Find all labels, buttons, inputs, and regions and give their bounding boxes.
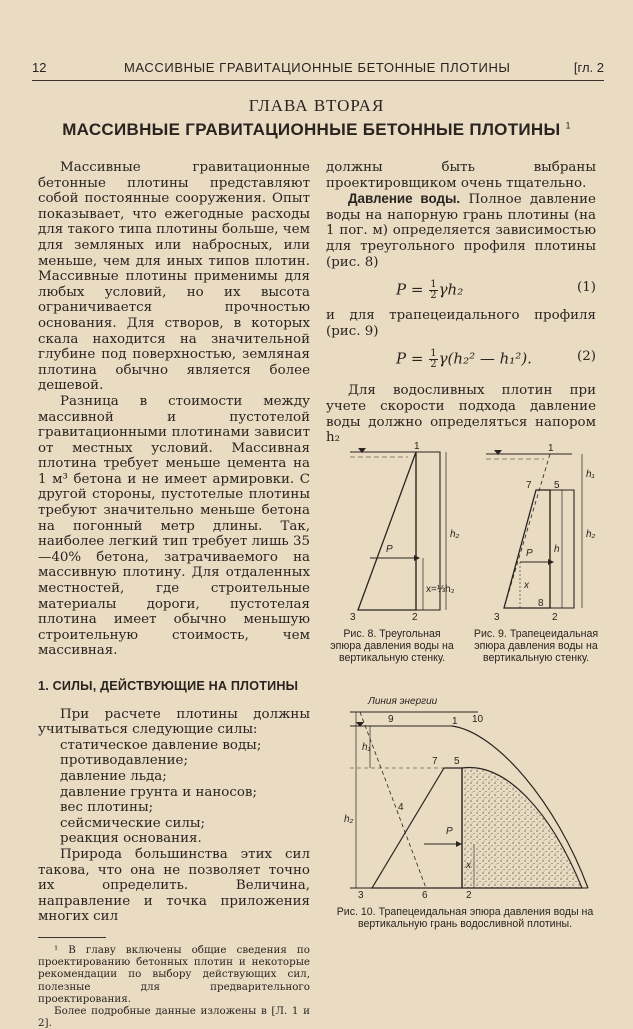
forces-list — [60, 738, 310, 847]
figure-9-caption: Рис. 9. Трапецеидальная эпюра давления воды на вертикальную стенку. — [473, 628, 599, 664]
denominator: 2 — [430, 359, 437, 371]
fraction — [429, 280, 437, 301]
formula-rhs: γ(h₂² — h₁²). — [438, 349, 532, 368]
list-item: давление грунта и наносов; — [60, 784, 257, 800]
running-header — [32, 58, 604, 81]
point-3: 3 — [350, 612, 356, 622]
label-h: h — [554, 544, 560, 555]
page-number: 12 — [32, 60, 47, 75]
chapter-title — [0, 120, 633, 140]
point-2: 2 — [466, 890, 472, 900]
chapter-reference: [гл. 2 — [573, 60, 604, 75]
equation-number: (1) — [577, 280, 596, 296]
figure-8-diagram — [328, 442, 468, 622]
label-x-eq: x=⅓h₂ — [426, 584, 455, 595]
section-heading: 1. СИЛЫ, ДЕЙСТВУЮЩИЕ НА ПЛОТИНЫ — [38, 679, 299, 693]
footnote-rule — [38, 937, 106, 938]
energy-line-label: Линия энергии — [368, 696, 438, 707]
denominator: 2 — [430, 290, 437, 302]
left-column — [38, 160, 310, 1029]
label-h2: h₂ — [586, 529, 596, 540]
arrow-head — [456, 841, 462, 847]
point-9: 9 — [388, 714, 394, 725]
arrow-head — [414, 555, 420, 561]
numerator: 1 — [430, 279, 437, 291]
chapter-title-text: МАССИВНЫЕ ГРАВИТАЦИОННЫЕ БЕТОННЫЕ ПЛОТИНЫ — [62, 120, 561, 139]
point-1: 1 — [452, 716, 458, 727]
paragraph: Массивные гравитационные бетонные плотины представляют собой постоянные сооружения. Опыт показывает, что ежегодные расходы для такого типа плотины больше, чем для земляных или набросных, или меньше, чем для иных типов плотин. Массивные плотины применимы для любых условий, но их высота ограничивается прочностью основания. Для створов, в которых скала находится на значительной глубине под поверхностью, земляная плотина обычно является более дешевой. — [38, 160, 310, 394]
fraction — [429, 349, 437, 370]
point-8: 8 — [538, 598, 544, 609]
point-2: 2 — [552, 612, 558, 622]
point-4: 4 — [398, 802, 404, 813]
label-h1: h₁ — [362, 742, 371, 753]
run-in-heading: Давление воды. — [348, 191, 461, 207]
point-5: 5 — [454, 756, 460, 767]
list-item: статическое давление воды; — [60, 737, 262, 753]
paragraph: При расчете плотины должны учитываться следующие силы: — [38, 706, 310, 738]
formula-lhs: P = — [396, 280, 424, 299]
list-item: давление льда; — [60, 768, 167, 784]
point-7: 7 — [526, 480, 532, 491]
pressure-triangle — [358, 452, 416, 610]
point-3: 3 — [358, 890, 364, 900]
list-item: вес плотины; — [60, 800, 154, 816]
formula-2 — [326, 341, 596, 375]
paragraph: Разница в стоимости между массивной и пустотелой гравитационными плотинами зависит от местных условий. Массивная плотина требует меньше цемента на 1 м³ бетона и не имеет армировки. С другой стороны, пустотелые плотины требуют значительно меньше бетона на погонный метр длины. Так, наиболее легкий тип требует лишь 35—40% бетона, затрачиваемого на массивную плотину. Для отдаленных местностей, где строительные материалы дороги, пустотелая плотина имеет обычно меньшую строительную стоимость, чем массивная. — [38, 393, 310, 659]
list-item: реакция основания. — [60, 831, 202, 847]
point-1: 1 — [548, 443, 554, 454]
label-P: P — [446, 826, 453, 837]
formula-lhs: P = — [396, 349, 424, 368]
point-1: 1 — [414, 442, 420, 452]
label-h2: h₂ — [450, 529, 460, 540]
list-item: сейсмические силы; — [60, 815, 206, 831]
numerator: 1 — [430, 348, 437, 360]
running-title: МАССИВНЫЕ ГРАВИТАЦИОННЫЕ БЕТОННЫЕ ПЛОТИНЫ — [124, 60, 511, 75]
footnote: Более подробные данные изложены в [Л. 1 и 2]. — [38, 1004, 310, 1029]
point-3: 3 — [494, 612, 500, 622]
label-h1: h₁ — [586, 469, 595, 480]
point-7: 7 — [432, 756, 438, 767]
point-5: 5 — [554, 480, 560, 491]
chapter-label: ГЛАВА ВТОРАЯ — [248, 96, 385, 115]
paragraph: Для водосливных плотин при учете скорости подхода давление воды должно определяться напором h₂ — [326, 383, 596, 446]
formula-rhs: γh₂ — [438, 280, 464, 299]
label-P: P — [526, 548, 533, 559]
point-10: 10 — [472, 714, 484, 725]
label-x: x — [524, 580, 529, 591]
label-P: P — [386, 544, 393, 555]
figure-10-diagram — [326, 692, 598, 900]
arrow-head — [548, 559, 554, 565]
paragraph: Природа большинства этих сил такова, что она не позволяет точно их определить. Величина, направление и точка приложения многих сил — [38, 846, 310, 925]
label-h2: h₂ — [344, 814, 354, 825]
footnote: ¹ В главу включены общие сведения по проектированию бетонных плотин и некоторые рекомендации по выбору действующих сил, полезные для предварительного проектирования. — [38, 943, 310, 1005]
figure-8-caption: Рис. 8. Треугольная эпюра давления воды на вертикальную стенку. — [330, 628, 454, 664]
point-6: 6 — [422, 890, 428, 900]
paragraph: должны быть выбраны проектировщиком очень тщательно. — [326, 160, 596, 191]
figure-10-caption: Рис. 10. Трапецеидальная эпюра давления воды на вертикальную грань водосливной плотины. — [336, 906, 594, 930]
paragraph-text: Полное давление воды на напорную грань плотины (на 1 пог. м) определяется зависимостью для треугольного профиля плотины (рис. 8) — [326, 192, 596, 270]
formula-1 — [326, 272, 596, 306]
figure-9-diagram — [474, 442, 614, 622]
list-item: противодавление; — [60, 753, 188, 769]
spillway-body — [462, 768, 582, 888]
right-column — [326, 160, 596, 446]
paragraph: и для трапецеидального профиля (рис. 9) — [326, 308, 596, 339]
point-2: 2 — [412, 612, 418, 622]
equation-number: (2) — [577, 349, 596, 365]
label-x: x — [466, 860, 471, 871]
title-footnote-mark: 1 — [565, 120, 571, 131]
paragraph — [326, 191, 596, 270]
